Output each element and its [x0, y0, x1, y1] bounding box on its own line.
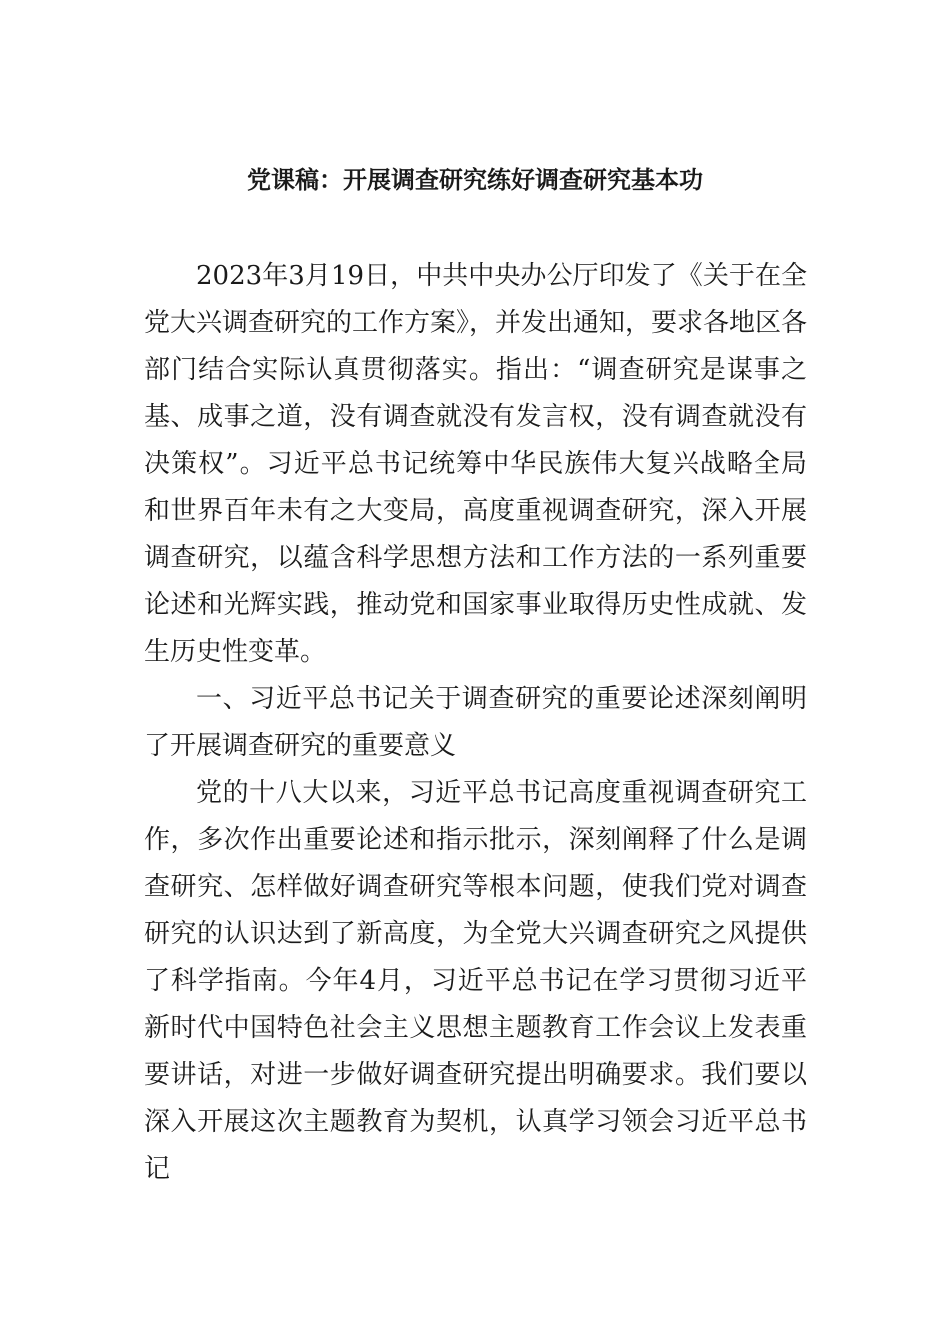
document-body	[144, 225, 807, 1193]
paragraph-intro: 2023年3月19日，中共中央办公厅印发了《关于在全党大兴调查研究的工作方案》，并发出通知，要求各地区各部门结合实际认真贯彻落实。指出：“调查研究是谋事之基、成事之道，没有调查就没有发言权，没有调查就没有决策权”。习近平总书记统筹中华民族伟大复兴战略全局和世界百年未有之大变局，高度重视调查研究，深入开展调查研究，以蕴含科学思想方法和工作方法的一系列重要论述和光辉实践，推动党和国家事业取得历史性成就、发生历史性变革。	[144, 261, 808, 667]
section-heading-1: 一、习近平总书记关于调查研究的重要论述深刻阐明了开展调查研究的重要意义	[144, 684, 807, 761]
document-title: 党课稿：开展调查研究练好调查研究基本功	[247, 165, 703, 194]
paragraph-section-1: 党的十八大以来，习近平总书记高度重视调查研究工作，多次作出重要论述和指示批示，深刻阐释了什么是调查研究、怎样做好调查研究等根本问题，使我们党对调查研究的认识达到了新高度，为全党大兴调查研究之风提供了科学指南。今年4月，习近平总书记在学习贯彻习近平新时代中国特色社会主义思想主题教育工作会议上发表重要讲话，对进一步做好调查研究提出明确要求。我们要以深入开展这次主题教育为契机，认真学习领会习近平总书记	[144, 778, 807, 1184]
